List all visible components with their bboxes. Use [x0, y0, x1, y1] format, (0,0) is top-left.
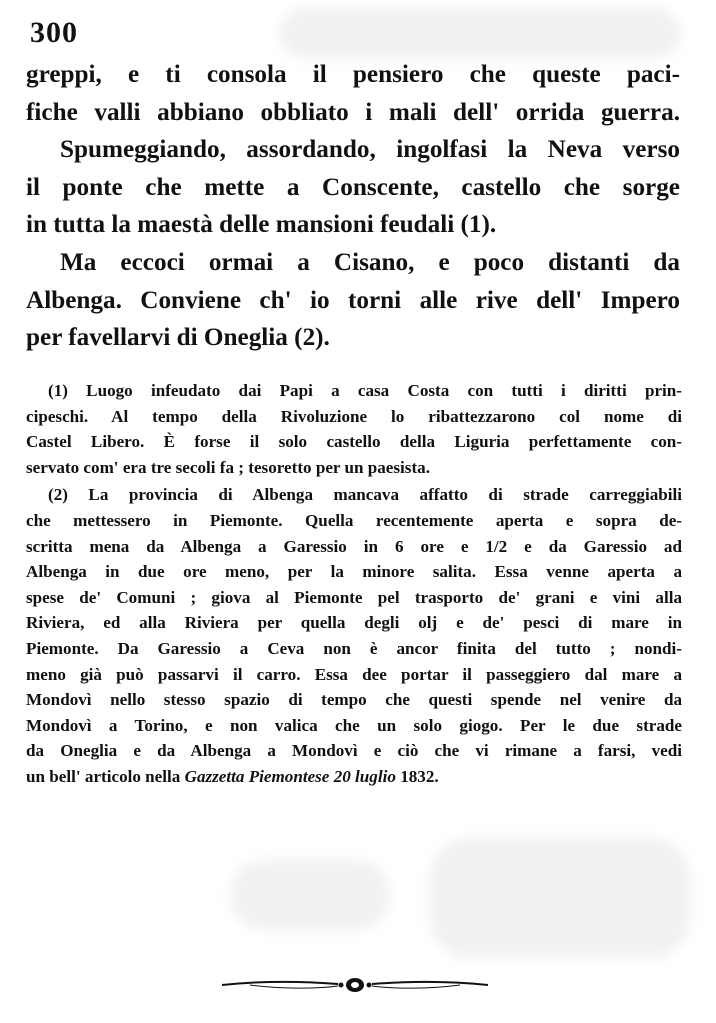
footnote-line: (1) Luogo infeudato dai Papi a casa Costa con tutti i diritti prin-	[48, 381, 682, 400]
footnotes	[26, 378, 682, 790]
footnote-1	[26, 378, 682, 480]
ornament-right-flourish	[372, 985, 460, 988]
footnote-line: servato com' era tre secoli fa ; tesoretto per un paesista.	[26, 457, 430, 477]
body-text	[26, 56, 680, 357]
body-line: per favellarvi di Oneglia (2).	[26, 324, 330, 352]
citation-date: 20 luglio	[333, 766, 396, 786]
footnote-line: scritta mena da Albenga a Garessio in 6 ore e 1/2 e da Garessio ad	[26, 536, 682, 556]
ornament-center-eye	[351, 982, 359, 988]
ornament-right-swash	[372, 982, 488, 985]
footnote-line: (2) La provincia di Albenga mancava affatto di strade carreggiabili	[48, 485, 682, 505]
footnote-line: spese de' Comuni ; giova al Piemonte pel trasporto de' grani e vini alla	[26, 587, 682, 607]
body-line: in tutta la maestà delle mansioni feudali (1).	[26, 211, 497, 239]
footnote-2	[26, 482, 682, 789]
ornament-left-swash	[222, 982, 338, 985]
paper-stain	[430, 838, 690, 958]
footnote-line: Piemonte. Da Garessio a Ceva non è ancor finita del tutto ; nondi-	[26, 638, 682, 658]
paper-stain	[280, 8, 680, 58]
ornament-left-flourish	[250, 985, 338, 988]
footnote-text: un bell' articolo nella	[26, 766, 185, 786]
footnote-line: Castel Libero. È forse il solo castello della Liguria perfettamente con-	[26, 432, 682, 452]
footnote-line: Riviera, ed alla Riviera per quella degli olj e de' pesci di mare in	[26, 613, 682, 633]
paper-stain	[230, 860, 390, 930]
ornament-dot-right	[367, 983, 372, 988]
footnote-line: Mondovì nello stesso spazio di tempo che questi spende nel venire da	[26, 690, 682, 710]
body-line: Spumeggiando, assordando, ingolfasi la Neva verso	[60, 136, 680, 164]
footnote-line: cipeschi. Al tempo della Rivoluzione lo ribattezzarono col nome di	[26, 406, 682, 426]
footnote-line: meno già può passarvi il carro. Essa dee portar il passeggiero dal mare a	[26, 664, 682, 684]
footnote-line: da Oneglia e da Albenga a Mondovì e ciò che vi rimane a farsi, vedi	[26, 741, 682, 761]
footnote-line: Mondovì a Torino, e non valica che un solo giogo. Per le due strade	[26, 715, 682, 735]
body-line: Ma eccoci ormai a Cisano, e poco distanti da	[60, 248, 680, 276]
footnote-line: che mettessero in Piemonte. Quella recentemente aperta e sopra de-	[26, 510, 682, 530]
periodical-title: Gazzetta Piemontese	[184, 766, 330, 786]
body-line: il ponte che mette a Conscente, castello che sorge	[26, 173, 680, 201]
footnote-line-final	[26, 764, 682, 790]
body-line: fiche valli abbiano obbliato i mali dell' orrida guerra.	[26, 98, 680, 126]
page-number: 300	[30, 16, 78, 49]
tailpiece-ornament	[220, 972, 490, 998]
body-line: Albenga. Conviene ch' io torni alle rive dell' Impero	[26, 286, 680, 314]
body-line: greppi, e ti consola il pensiero che queste paci-	[26, 61, 680, 88]
footnote-line: Albenga in due ore meno, per la minore salita. Essa venne aperta a	[26, 562, 682, 582]
citation-year: 1832.	[400, 766, 439, 786]
ornament-dot-left	[339, 983, 344, 988]
